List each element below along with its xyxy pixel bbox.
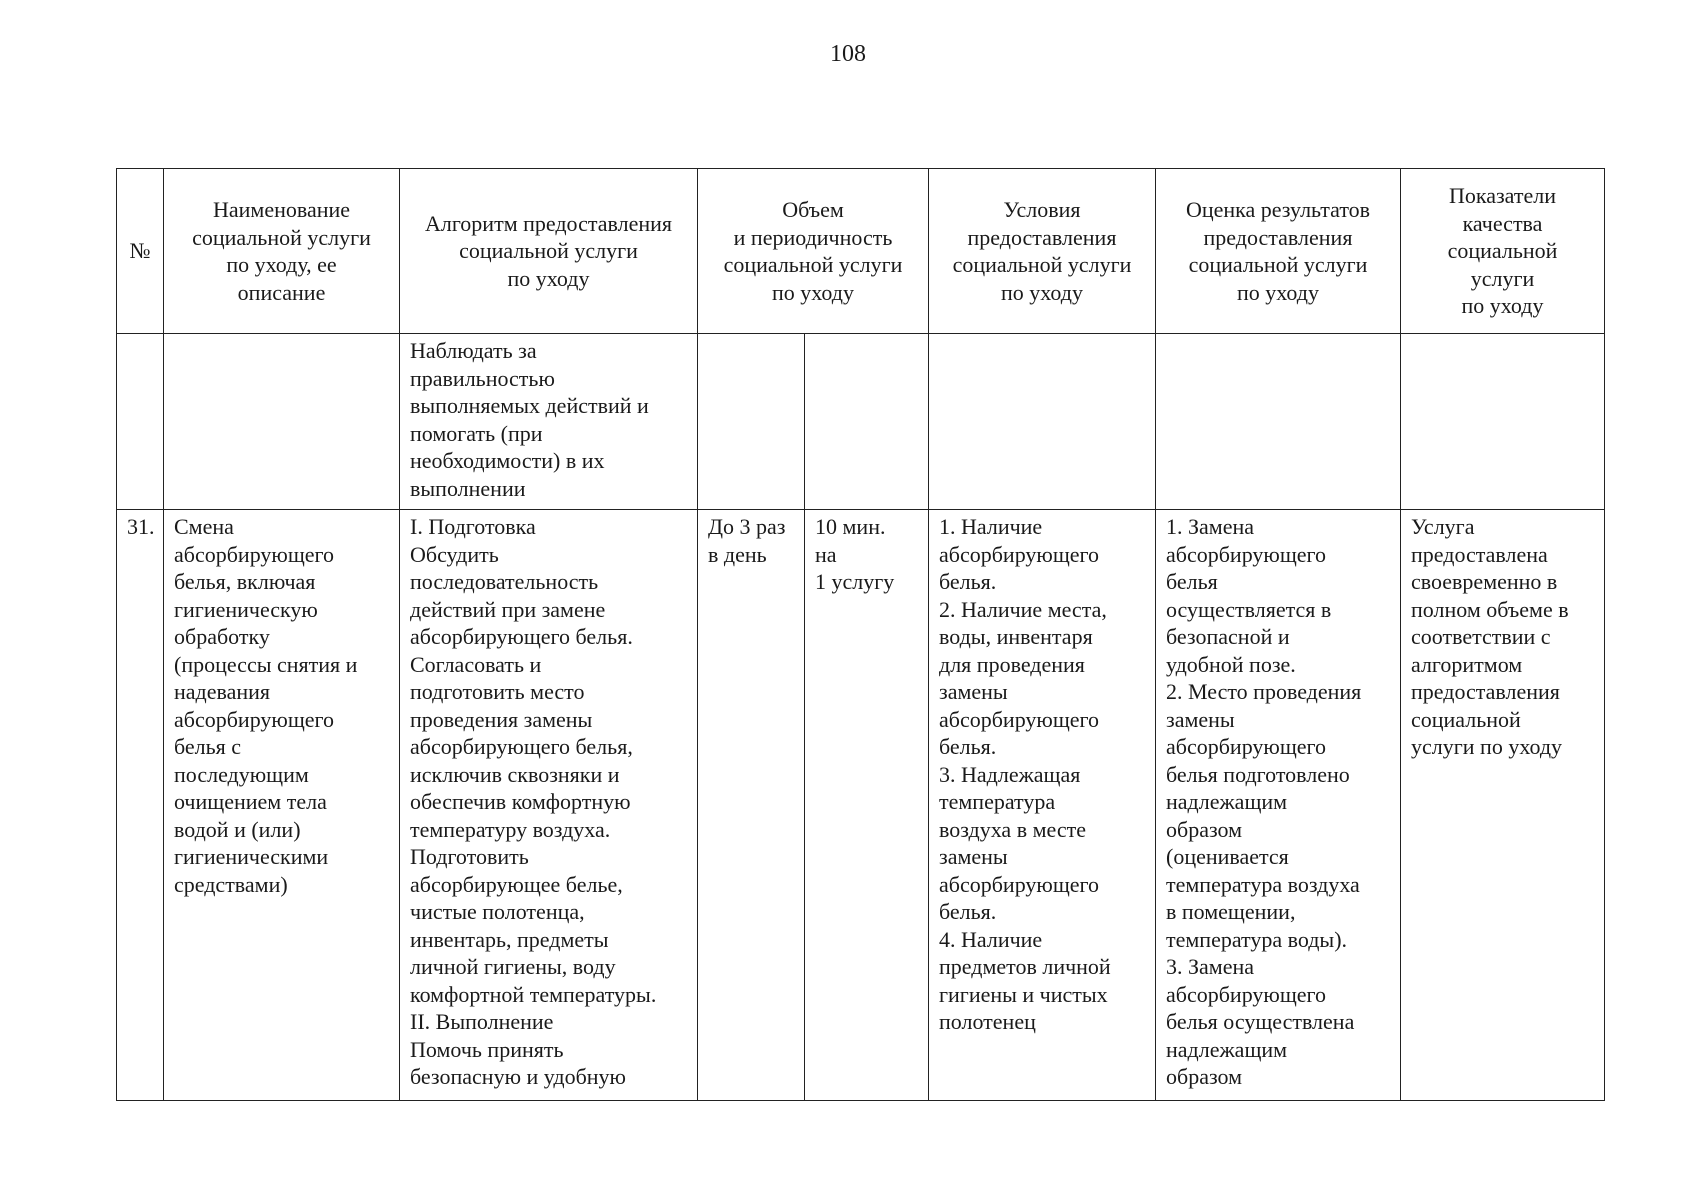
header-volume-frequency: Объем и периодичность социальной услуги по уходу [698, 169, 929, 334]
cell-empty [929, 334, 1156, 510]
table-header-row [117, 169, 1605, 334]
cell-empty [117, 334, 164, 510]
header-evaluation: Оценка результатов предоставления социальной услуги по уходу [1156, 169, 1401, 334]
cell-empty [805, 334, 929, 510]
cell-duration: 10 мин. на 1 услугу [805, 510, 929, 1101]
header-conditions: Условия предоставления социальной услуги по уходу [929, 169, 1156, 334]
cell-algorithm: I. Подготовка Обсудить последовательность действий при замене абсорбирующего белья. Согласовать и подготовить место проведения замены абсорбирующего белья, исключив сквозняки и обеспечив комфортную температуру воздуха. Подготовить абсорбирующее белье, чистые полотенца, инвентарь, предметы личной гигиены, воду комфортной температуры. II. Выполнение Помочь принять безопасную и удобную [400, 510, 698, 1101]
cell-empty [1156, 334, 1401, 510]
cell-empty [1401, 334, 1605, 510]
services-table [116, 168, 1605, 1101]
cell-evaluation: 1. Замена абсорбирующего белья осуществляется в безопасной и удобной позе. 2. Место проведения замены абсорбирующего белья подготовлено надлежащим образом (оценивается температура воздуха в помещении, температура воды). 3. Замена абсорбирующего белья осуществлена надлежащим образом [1156, 510, 1401, 1101]
cell-frequency: До 3 раз в день [698, 510, 805, 1101]
header-quality: Показатели качества социальной услуги по уходу [1401, 169, 1605, 334]
cell-row-number: 31. [117, 510, 164, 1101]
header-service-name: Наименование социальной услуги по уходу, ее описание [164, 169, 400, 334]
page-number: 108 [830, 41, 866, 67]
header-algorithm: Алгоритм предоставления социальной услуги по уходу [400, 169, 698, 334]
header-number: № [117, 169, 164, 334]
cell-empty [698, 334, 805, 510]
cell-empty [164, 334, 400, 510]
table-row-31 [117, 510, 1605, 1101]
cell-algorithm-continued: Наблюдать за правильностью выполняемых действий и помогать (при необходимости) в их выполнении [400, 334, 698, 510]
cell-service-name: Смена абсорбирующего белья, включая гигиеническую обработку (процессы снятия и надевания абсорбирующего белья с последующим очищением тела водой и (или) гигиеническими средствами) [164, 510, 400, 1101]
cell-conditions: 1. Наличие абсорбирующего белья. 2. Наличие места, воды, инвентаря для проведения замены абсорбирующего белья. 3. Надлежащая температура воздуха в месте замены абсорбирующего белья. 4. Наличие предметов личной гигиены и чистых полотенец [929, 510, 1156, 1101]
cell-quality: Услуга предоставлена своевременно в полном объеме в соответствии с алгоритмом предоставления социальной услуги по уходу [1401, 510, 1605, 1101]
table-row-continued [117, 334, 1605, 510]
